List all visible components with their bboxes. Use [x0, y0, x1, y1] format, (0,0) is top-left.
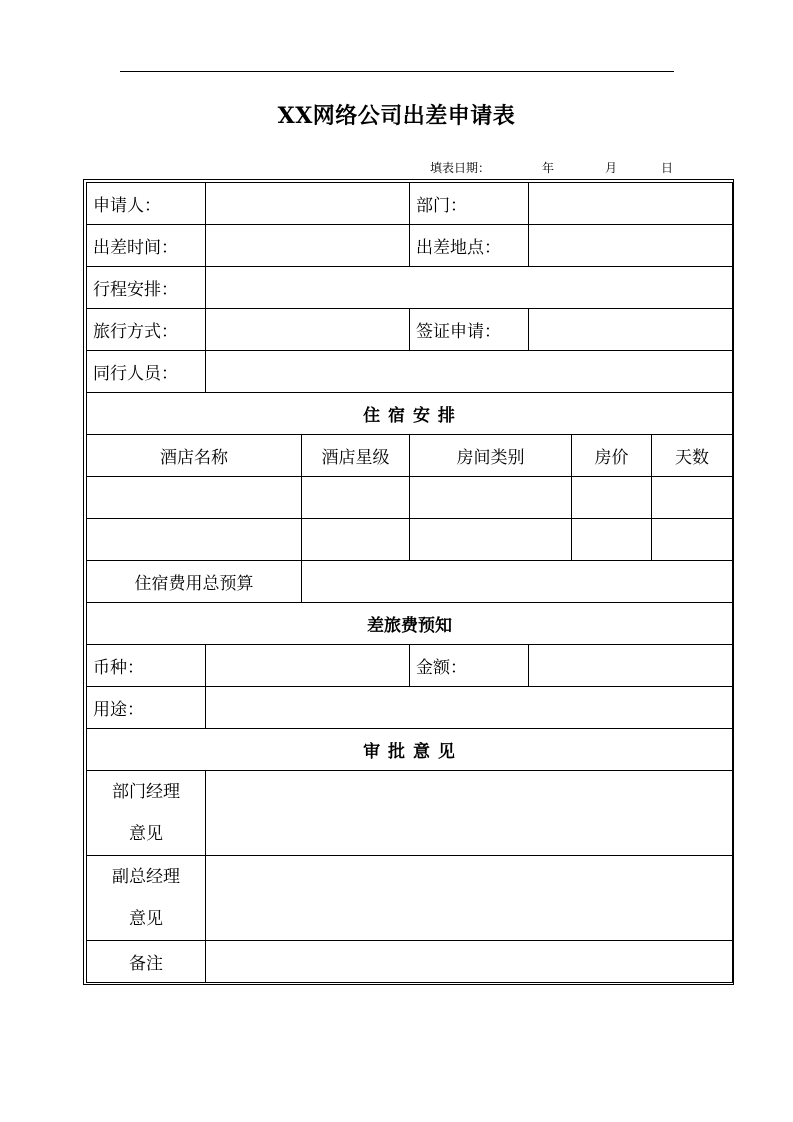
travel-time-row [87, 225, 733, 267]
dept-manager-opinion-field[interactable] [206, 771, 733, 856]
room-price-cell[interactable] [572, 477, 652, 519]
companions-field[interactable] [206, 351, 733, 393]
currency-label: 币种： [87, 645, 206, 687]
deputy-gm-label-line2: 意见 [129, 909, 163, 929]
travel-location-label: 出差地点： [410, 225, 529, 267]
expense-section-title: 差旅费预知 [87, 603, 733, 645]
amount-field[interactable] [529, 645, 733, 687]
companions-label: 同行人员： [87, 351, 206, 393]
hotel-name-header: 酒店名称 [87, 435, 302, 477]
room-type-cell[interactable] [410, 519, 572, 561]
room-type-header: 房间类别 [410, 435, 572, 477]
travel-location-field[interactable] [529, 225, 733, 267]
approval-section-title: 审 批 意 见 [87, 729, 733, 771]
table-row [87, 477, 733, 519]
applicant-field[interactable] [206, 183, 410, 225]
deputy-gm-label-line1: 副总经理 [112, 867, 180, 887]
dept-manager-label-line1: 部门经理 [112, 782, 180, 802]
deputy-gm-opinion-field[interactable] [206, 856, 733, 941]
dept-manager-opinion-label [87, 771, 206, 856]
travel-time-field[interactable] [206, 225, 410, 267]
amount-label: 金额： [410, 645, 529, 687]
travel-mode-row [87, 309, 733, 351]
approval-section-row [87, 729, 733, 771]
companions-row [87, 351, 733, 393]
remarks-field[interactable] [206, 941, 733, 983]
document-title: XX网络公司出差申请表 [277, 103, 516, 129]
hotel-star-cell[interactable] [302, 519, 410, 561]
expense-section-row [87, 603, 733, 645]
travel-request-form [86, 182, 733, 983]
visa-field[interactable] [529, 309, 733, 351]
accommodation-budget-label: 住宿费用总预算 [87, 561, 302, 603]
dept-manager-label-line2: 意见 [129, 824, 163, 844]
currency-row [87, 645, 733, 687]
applicant-label: 申请人： [87, 183, 206, 225]
table-row [87, 519, 733, 561]
room-price-header: 房价 [572, 435, 652, 477]
room-type-cell[interactable] [410, 477, 572, 519]
fill-date-label: 填表日期： [430, 161, 491, 175]
hotel-star-header: 酒店星级 [302, 435, 410, 477]
hotel-name-cell[interactable] [87, 519, 302, 561]
travel-time-label: 出差时间： [87, 225, 206, 267]
hotel-star-cell[interactable] [302, 477, 410, 519]
accommodation-budget-field[interactable] [302, 561, 733, 603]
accommodation-section-title: 住 宿 安 排 [87, 393, 733, 435]
itinerary-row [87, 267, 733, 309]
applicant-row [87, 183, 733, 225]
fill-date-year: 年 [542, 161, 555, 175]
travel-mode-field[interactable] [206, 309, 410, 351]
dept-manager-row [87, 771, 733, 856]
fill-date-day: 日 [661, 161, 674, 175]
itinerary-field[interactable] [206, 267, 733, 309]
purpose-row [87, 687, 733, 729]
purpose-field[interactable] [206, 687, 733, 729]
header-rule [120, 71, 674, 72]
deputy-gm-row [87, 856, 733, 941]
visa-label: 签证申请： [410, 309, 529, 351]
fill-date-month: 月 [605, 161, 618, 175]
room-price-cell[interactable] [572, 519, 652, 561]
department-label: 部门： [410, 183, 529, 225]
hotel-name-cell[interactable] [87, 477, 302, 519]
purpose-label: 用途： [87, 687, 206, 729]
travel-mode-label: 旅行方式： [87, 309, 206, 351]
deputy-gm-opinion-label [87, 856, 206, 941]
remarks-row [87, 941, 733, 983]
itinerary-label: 行程安排： [87, 267, 206, 309]
nights-header: 天数 [652, 435, 733, 477]
currency-field[interactable] [206, 645, 410, 687]
nights-cell[interactable] [652, 477, 733, 519]
remarks-label: 备注 [87, 941, 206, 983]
accommodation-section-row [87, 393, 733, 435]
department-field[interactable] [529, 183, 733, 225]
nights-cell[interactable] [652, 519, 733, 561]
accommodation-budget-row [87, 561, 733, 603]
accommodation-header-row [87, 435, 733, 477]
